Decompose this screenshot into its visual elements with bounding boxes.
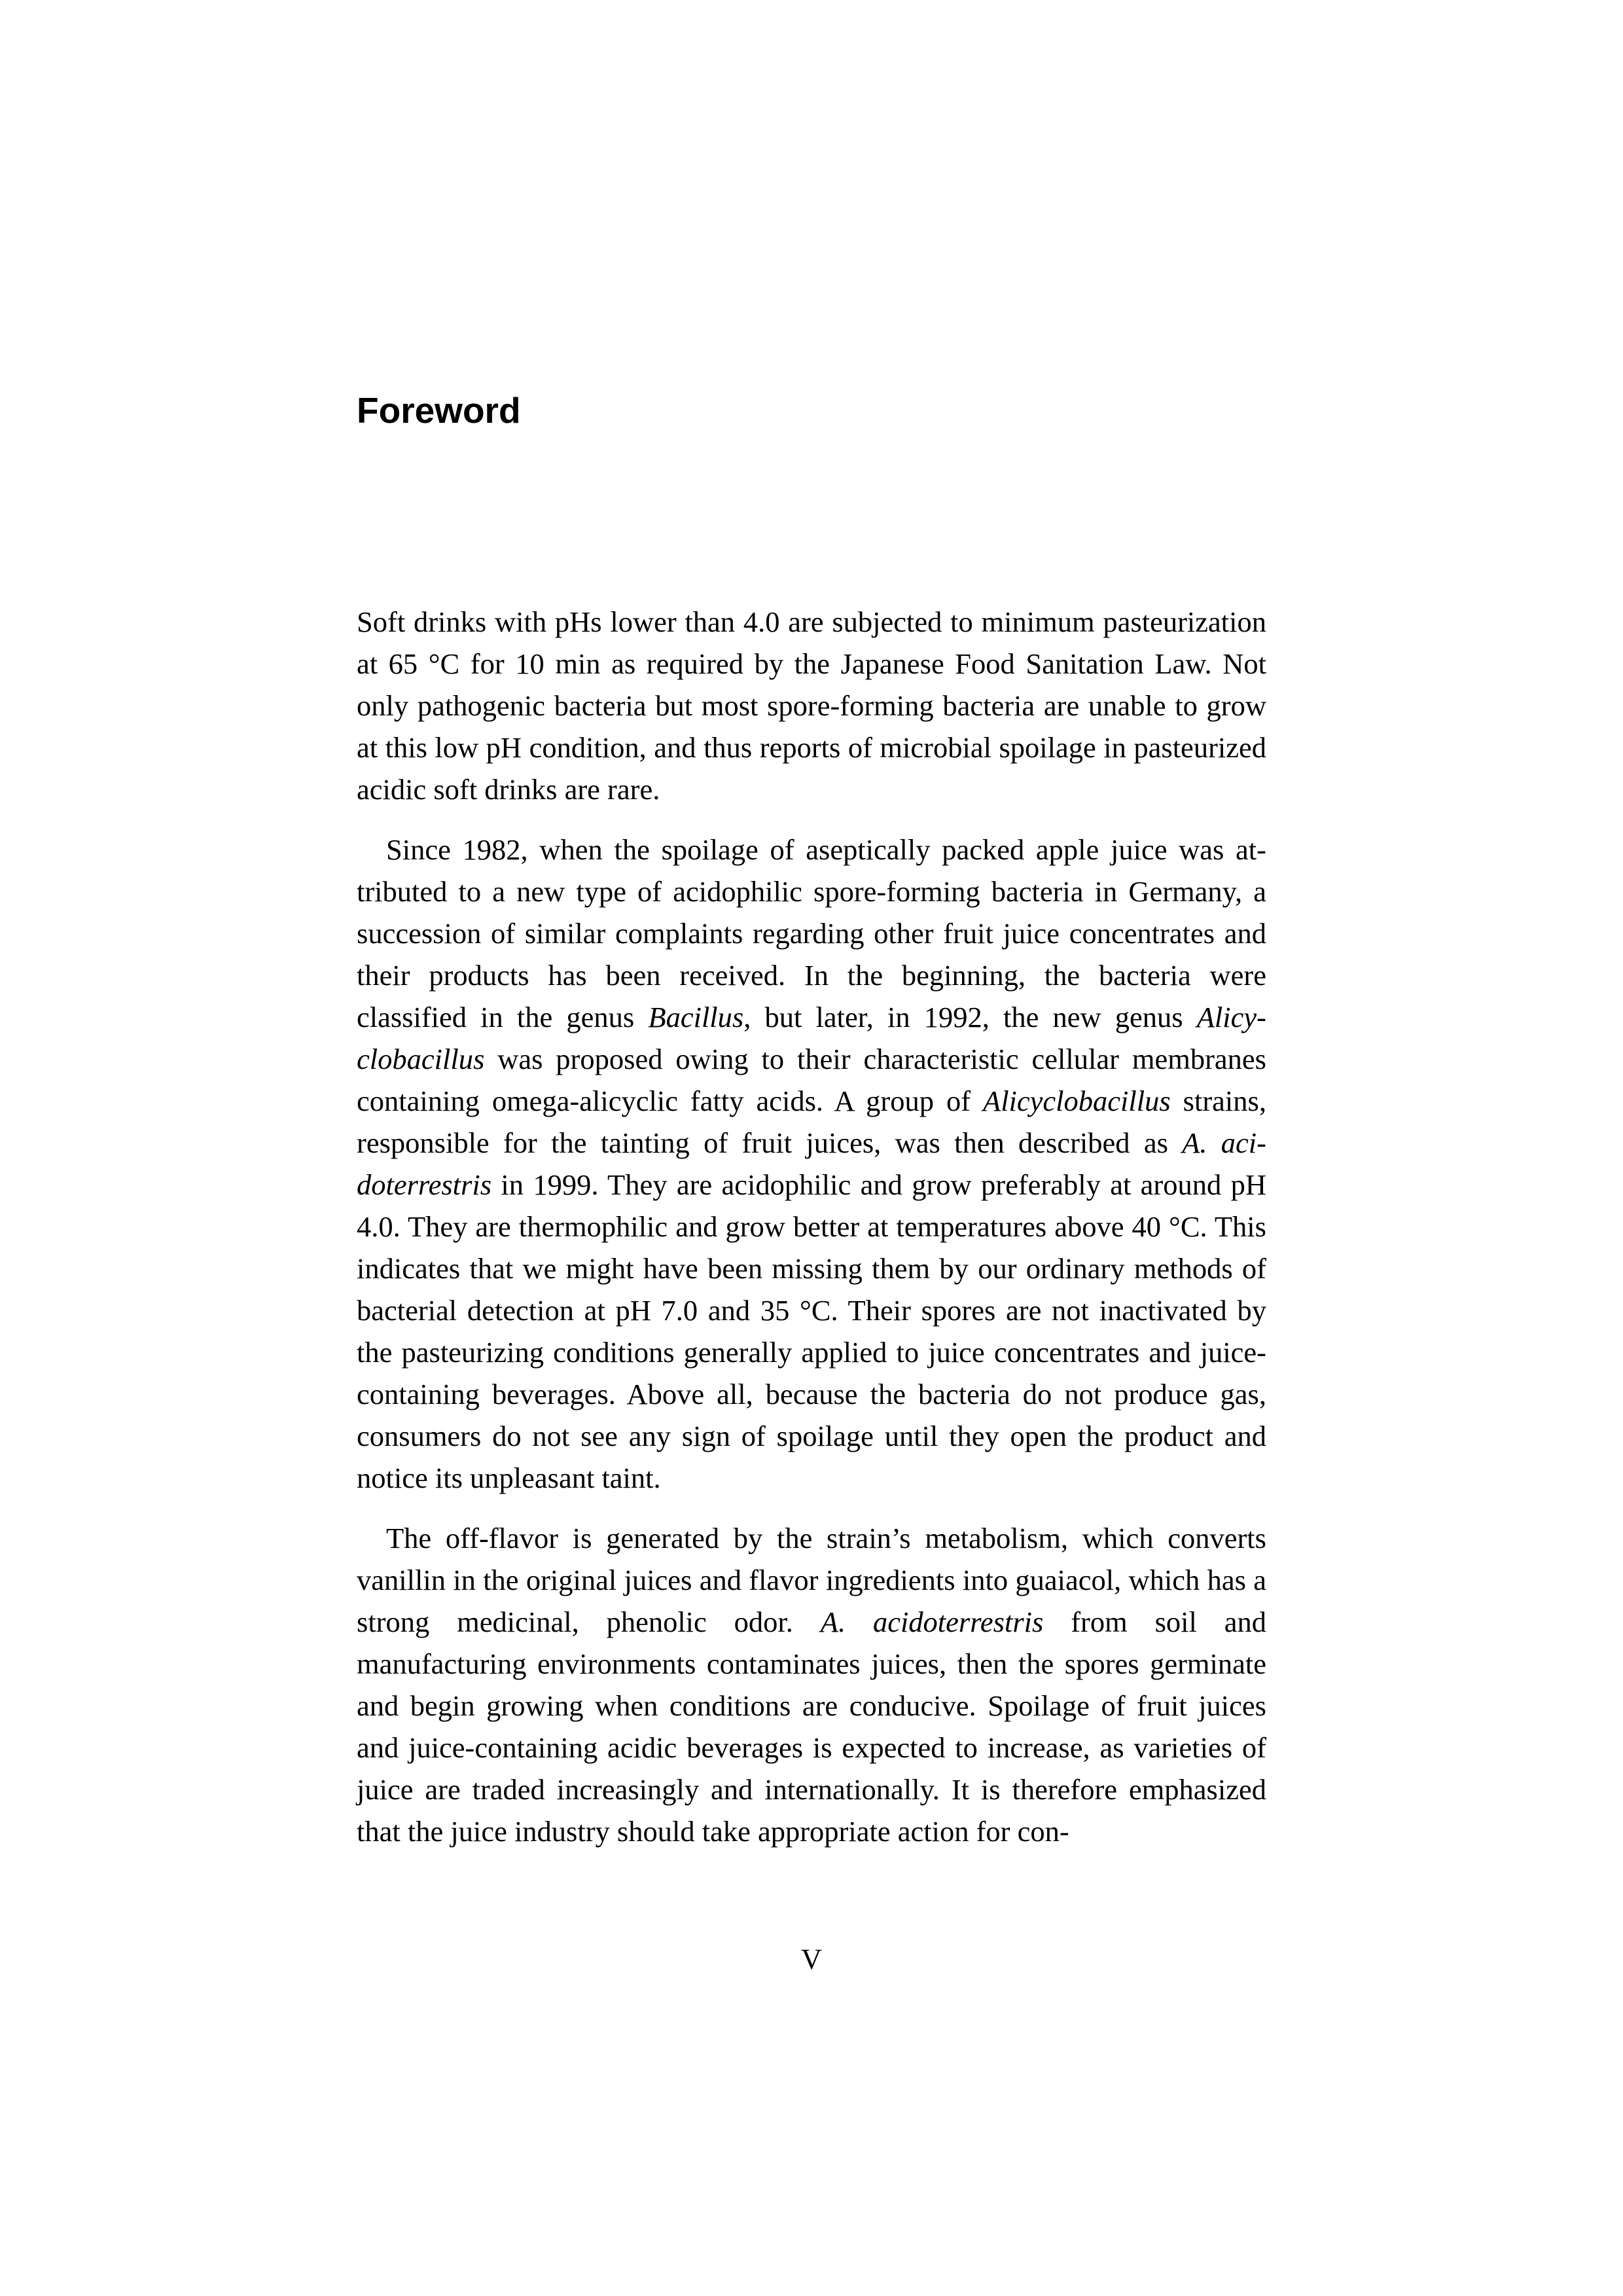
text-run: was proposed owing to their characteristic cellular membranes containing omega-alicyclic fatty acids. A group of [357,1043,1266,1117]
text-run: in 1999. They are acidophilic and grow preferably at around pH 4.0. They are thermophilic and grow better at temperatures above 40 °C. This indicates that we might have been missing them by our ordinary methods of bacterial detection at pH 7.0 and 35 °C. Their spores are not inactivated by the pasteurizing conditions generally applied to juice concentrates and juice-containing beverages. Above all, because the bacteria do not produce gas, consumers do not see any sign of spoilage until they open the product and notice its unpleasant taint. [357,1168,1266,1494]
genus-name: Bacillus [648,1001,744,1033]
page-title: Foreword [357,390,521,431]
genus-name: Alicyclobacillus [983,1085,1171,1117]
species-name: A. acidoterrestris [820,1605,1044,1638]
body-text [357,601,1266,1852]
species-name: A. acidoterrestris [357,1126,1266,1201]
paragraph [357,1517,1266,1852]
text-run: strains, responsible for the tainting of fruit juices, was then described as [357,1085,1266,1159]
paragraph [357,601,1266,810]
text-run: The off-flavor is generated by the strain’s metabolism, which converts vanillin in the original juices and flavor ingredients into guaiacol, which has a strong medicinal, phenolic odor. [357,1522,1266,1638]
text-run: Since 1982, when the spoilage of aseptically packed apple juice was attributed to a new type of acidophilic spore-forming bacteria in Germany, a succession of similar complaints regarding other fruit juice concentrates and their products has been received. In the beginning, the bacteria were classified in the genus [357,833,1266,1033]
page-number: V [801,1943,822,1975]
paragraph [357,829,1266,1499]
text-run: from soil and manufacturing environments contaminates juices, then the spores germinate and begin growing when conditions are conducive. Spoilage of fruit juices and juice-containing acidic beverages is expected to increase, as varieties of juice are traded increasingly and internationally. It is therefore emphasized that the juice industry should take appropriate action for con- [357,1605,1266,1848]
genus-name: Alicyclobacillus [357,1001,1266,1075]
text-run: , but later, in 1992, the new genus [743,1001,1197,1033]
text-run: Soft drinks with pHs lower than 4.0 are subjected to minimum pasteurization at 65 °C for 10 min as required by the Japanese Food Sanitation Law. Not only pathogenic bacteria but most spore-forming bacteria are unable to grow at this low pH condition, and thus reports of microbial spoilage in pasteurized acidic soft drinks are rare. [357,605,1266,806]
